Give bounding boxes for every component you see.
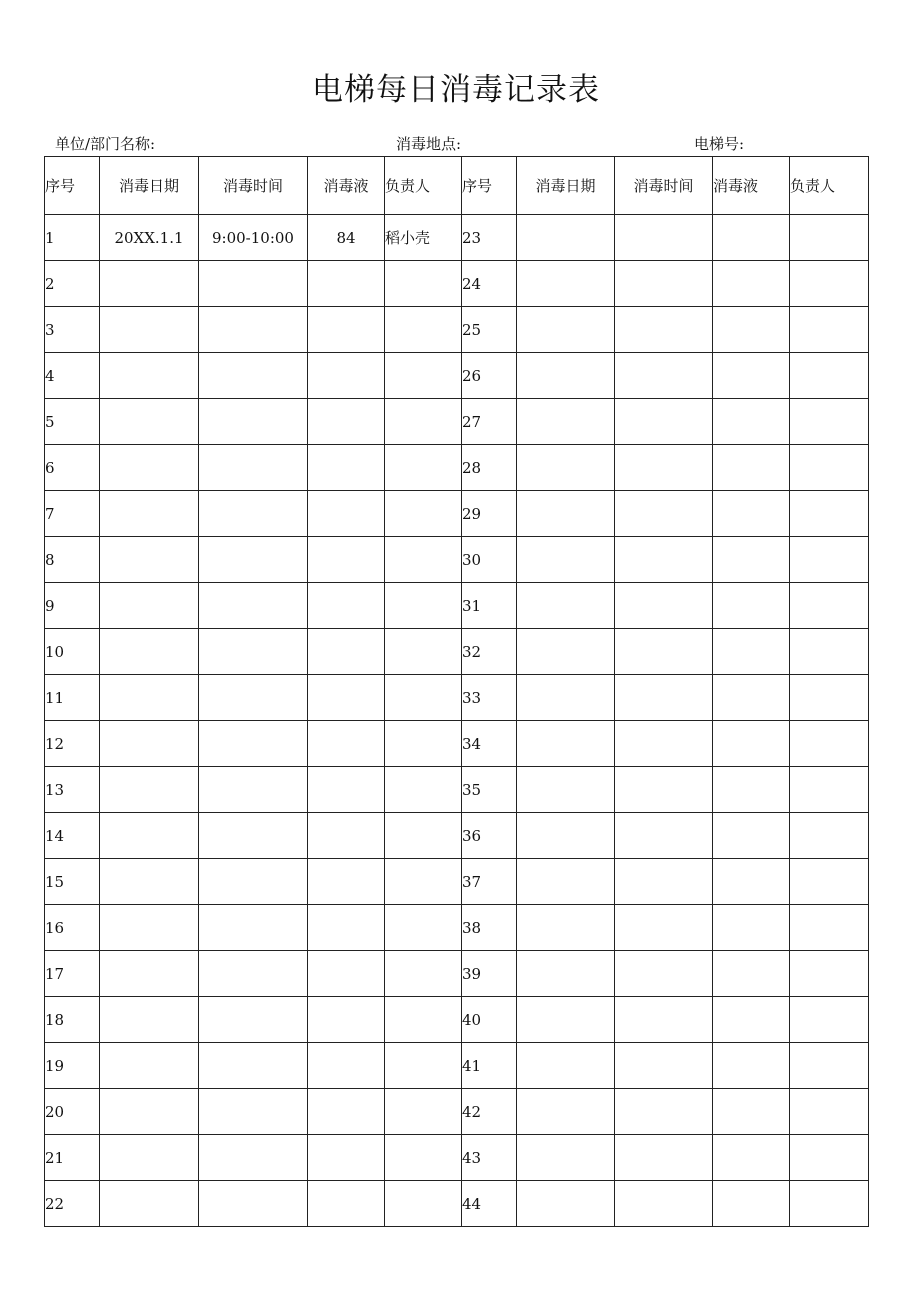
record-date-left xyxy=(100,1135,199,1181)
record-liquid-right xyxy=(713,767,790,813)
record-person-right xyxy=(790,1135,869,1181)
table-header-row xyxy=(45,157,869,215)
record-no-left: 19 xyxy=(45,1043,100,1089)
record-person-right xyxy=(790,721,869,767)
record-date-left xyxy=(100,1181,199,1227)
record-person-left xyxy=(385,905,462,951)
record-person-left xyxy=(385,399,462,445)
record-no-left: 18 xyxy=(45,997,100,1043)
record-liquid-right xyxy=(713,583,790,629)
header-date-right: 消毒日期 xyxy=(517,157,615,215)
record-person-left xyxy=(385,951,462,997)
record-date-left xyxy=(100,905,199,951)
record-person-right xyxy=(790,399,869,445)
record-liquid-right xyxy=(713,353,790,399)
record-person-right xyxy=(790,491,869,537)
record-date-right xyxy=(517,1043,615,1089)
record-liquid-left xyxy=(308,997,385,1043)
record-liquid-left xyxy=(308,261,385,307)
record-date-left xyxy=(100,1043,199,1089)
record-liquid-right xyxy=(713,905,790,951)
record-liquid-right xyxy=(713,1043,790,1089)
record-date-left xyxy=(100,399,199,445)
record-time-right xyxy=(615,1089,713,1135)
disinfection-record-table xyxy=(44,156,869,1227)
record-liquid-left xyxy=(308,951,385,997)
record-no-left: 15 xyxy=(45,859,100,905)
record-time-right xyxy=(615,445,713,491)
record-date-left xyxy=(100,997,199,1043)
record-date-left xyxy=(100,583,199,629)
record-time-right xyxy=(615,813,713,859)
record-date-right xyxy=(517,215,615,261)
record-time-left xyxy=(199,813,308,859)
record-time-left xyxy=(199,307,308,353)
record-no-right: 30 xyxy=(462,537,517,583)
record-liquid-left xyxy=(308,813,385,859)
record-date-right xyxy=(517,905,615,951)
record-person-right xyxy=(790,813,869,859)
record-person-right xyxy=(790,537,869,583)
record-person-left xyxy=(385,767,462,813)
record-no-right: 32 xyxy=(462,629,517,675)
record-person-right xyxy=(790,997,869,1043)
record-no-right: 29 xyxy=(462,491,517,537)
record-date-right xyxy=(517,951,615,997)
record-no-left: 17 xyxy=(45,951,100,997)
record-liquid-right xyxy=(713,859,790,905)
table-row xyxy=(45,675,869,721)
record-time-left xyxy=(199,1181,308,1227)
header-liquid-right: 消毒液 xyxy=(713,157,790,215)
record-time-right xyxy=(615,215,713,261)
record-time-left xyxy=(199,675,308,721)
table-row xyxy=(45,491,869,537)
record-no-right: 42 xyxy=(462,1089,517,1135)
record-date-right xyxy=(517,491,615,537)
record-person-right xyxy=(790,767,869,813)
record-no-left: 13 xyxy=(45,767,100,813)
record-liquid-right xyxy=(713,491,790,537)
table-row xyxy=(45,951,869,997)
record-liquid-right xyxy=(713,399,790,445)
record-date-right xyxy=(517,767,615,813)
table-row xyxy=(45,629,869,675)
record-no-left: 5 xyxy=(45,399,100,445)
record-no-right: 35 xyxy=(462,767,517,813)
record-person-left xyxy=(385,1089,462,1135)
record-liquid-left xyxy=(308,1181,385,1227)
record-date-right xyxy=(517,1181,615,1227)
record-no-right: 31 xyxy=(462,583,517,629)
record-time-left xyxy=(199,951,308,997)
table-row xyxy=(45,997,869,1043)
record-date-right xyxy=(517,583,615,629)
elevator-number-label: 电梯号: xyxy=(694,135,745,153)
record-no-left: 8 xyxy=(45,537,100,583)
record-liquid-left xyxy=(308,767,385,813)
table-row xyxy=(45,813,869,859)
header-person-left: 负责人 xyxy=(385,157,462,215)
record-liquid-right xyxy=(713,997,790,1043)
record-time-left xyxy=(199,905,308,951)
table-row xyxy=(45,1181,869,1227)
header-date-left: 消毒日期 xyxy=(100,157,199,215)
record-no-left: 22 xyxy=(45,1181,100,1227)
table-row xyxy=(45,307,869,353)
record-date-left xyxy=(100,491,199,537)
record-liquid-left xyxy=(308,353,385,399)
record-no-right: 33 xyxy=(462,675,517,721)
record-person-right xyxy=(790,905,869,951)
record-time-right xyxy=(615,399,713,445)
record-no-right: 25 xyxy=(462,307,517,353)
record-person-left xyxy=(385,537,462,583)
record-person-right xyxy=(790,307,869,353)
table-row xyxy=(45,537,869,583)
record-date-right xyxy=(517,353,615,399)
disinfection-place-label: 消毒地点: xyxy=(396,135,462,153)
record-no-right: 34 xyxy=(462,721,517,767)
record-date-left xyxy=(100,767,199,813)
record-date-right xyxy=(517,537,615,583)
page-title: 电梯每日消毒记录表 xyxy=(312,72,600,108)
record-liquid-right xyxy=(713,261,790,307)
record-time-left xyxy=(199,491,308,537)
record-time-left xyxy=(199,1089,308,1135)
table-row xyxy=(45,767,869,813)
record-person-left xyxy=(385,445,462,491)
record-time-left xyxy=(199,629,308,675)
record-no-right: 43 xyxy=(462,1135,517,1181)
record-liquid-right xyxy=(713,215,790,261)
record-liquid-right xyxy=(713,1089,790,1135)
record-time-left xyxy=(199,445,308,491)
table-row xyxy=(45,215,869,261)
table-row xyxy=(45,905,869,951)
record-date-left xyxy=(100,629,199,675)
record-time-right xyxy=(615,537,713,583)
record-date-left xyxy=(100,353,199,399)
record-person-left xyxy=(385,353,462,399)
record-person-right xyxy=(790,583,869,629)
table-row xyxy=(45,445,869,491)
header-person-right: 负责人 xyxy=(790,157,869,215)
record-date-right xyxy=(517,813,615,859)
record-date-left xyxy=(100,261,199,307)
record-liquid-right xyxy=(713,1135,790,1181)
record-person-left xyxy=(385,1135,462,1181)
record-time-left: 9:00-10:00 xyxy=(199,215,308,261)
record-no-left: 4 xyxy=(45,353,100,399)
record-person-left xyxy=(385,1181,462,1227)
record-no-left: 11 xyxy=(45,675,100,721)
record-liquid-right xyxy=(713,537,790,583)
record-time-left xyxy=(199,399,308,445)
table-row xyxy=(45,859,869,905)
record-liquid-left xyxy=(308,583,385,629)
record-date-right xyxy=(517,1135,615,1181)
header-time-left: 消毒时间 xyxy=(199,157,308,215)
header-time-right: 消毒时间 xyxy=(615,157,713,215)
record-no-right: 26 xyxy=(462,353,517,399)
record-person-left xyxy=(385,813,462,859)
record-person-right xyxy=(790,629,869,675)
record-time-right xyxy=(615,583,713,629)
record-person-right xyxy=(790,675,869,721)
record-date-left: 20XX.1.1 xyxy=(100,215,199,261)
record-time-right xyxy=(615,1043,713,1089)
record-person-left xyxy=(385,675,462,721)
record-time-right xyxy=(615,951,713,997)
record-time-right xyxy=(615,1135,713,1181)
record-date-left xyxy=(100,859,199,905)
record-no-left: 12 xyxy=(45,721,100,767)
record-person-right xyxy=(790,215,869,261)
record-person-left xyxy=(385,583,462,629)
record-liquid-left xyxy=(308,491,385,537)
record-time-right xyxy=(615,767,713,813)
record-no-left: 3 xyxy=(45,307,100,353)
table-row xyxy=(45,261,869,307)
record-date-right xyxy=(517,721,615,767)
record-date-right xyxy=(517,445,615,491)
record-liquid-left xyxy=(308,675,385,721)
record-no-left: 14 xyxy=(45,813,100,859)
record-date-right xyxy=(517,997,615,1043)
record-person-left xyxy=(385,261,462,307)
record-time-right xyxy=(615,721,713,767)
record-date-right xyxy=(517,675,615,721)
record-time-left xyxy=(199,583,308,629)
record-liquid-left xyxy=(308,859,385,905)
record-no-right: 36 xyxy=(462,813,517,859)
table-row xyxy=(45,353,869,399)
record-liquid-right xyxy=(713,721,790,767)
record-no-right: 40 xyxy=(462,997,517,1043)
record-date-right xyxy=(517,261,615,307)
record-person-left xyxy=(385,1043,462,1089)
record-liquid-left xyxy=(308,1089,385,1135)
record-time-right xyxy=(615,629,713,675)
record-liquid-left xyxy=(308,629,385,675)
record-date-right xyxy=(517,629,615,675)
record-liquid-left xyxy=(308,1043,385,1089)
record-no-left: 10 xyxy=(45,629,100,675)
record-no-right: 44 xyxy=(462,1181,517,1227)
record-liquid-right xyxy=(713,1181,790,1227)
record-date-left xyxy=(100,813,199,859)
record-no-left: 16 xyxy=(45,905,100,951)
record-no-left: 6 xyxy=(45,445,100,491)
header-liquid-left: 消毒液 xyxy=(308,157,385,215)
record-no-right: 24 xyxy=(462,261,517,307)
table-row xyxy=(45,721,869,767)
record-date-left xyxy=(100,1089,199,1135)
record-no-right: 38 xyxy=(462,905,517,951)
record-person-left xyxy=(385,629,462,675)
table-row xyxy=(45,1043,869,1089)
record-time-right xyxy=(615,997,713,1043)
record-person-left: 稻小壳 xyxy=(385,215,462,261)
record-no-left: 9 xyxy=(45,583,100,629)
record-date-left xyxy=(100,445,199,491)
record-liquid-left xyxy=(308,905,385,951)
table-row xyxy=(45,1089,869,1135)
record-person-left xyxy=(385,307,462,353)
record-no-left: 7 xyxy=(45,491,100,537)
record-person-left xyxy=(385,859,462,905)
record-liquid-left: 84 xyxy=(308,215,385,261)
record-time-right xyxy=(615,1181,713,1227)
record-liquid-left xyxy=(308,445,385,491)
record-liquid-right xyxy=(713,951,790,997)
record-no-left: 2 xyxy=(45,261,100,307)
record-liquid-left xyxy=(308,1135,385,1181)
record-liquid-right xyxy=(713,445,790,491)
record-time-right xyxy=(615,675,713,721)
record-person-right xyxy=(790,1181,869,1227)
record-no-right: 41 xyxy=(462,1043,517,1089)
record-time-left xyxy=(199,767,308,813)
record-date-right xyxy=(517,307,615,353)
table-row xyxy=(45,1135,869,1181)
record-date-left xyxy=(100,537,199,583)
record-time-right xyxy=(615,261,713,307)
record-time-right xyxy=(615,905,713,951)
record-no-right: 27 xyxy=(462,399,517,445)
record-time-right xyxy=(615,859,713,905)
record-date-right xyxy=(517,859,615,905)
record-date-left xyxy=(100,675,199,721)
record-no-right: 23 xyxy=(462,215,517,261)
record-time-left xyxy=(199,261,308,307)
record-no-left: 1 xyxy=(45,215,100,261)
record-time-right xyxy=(615,307,713,353)
record-time-left xyxy=(199,1135,308,1181)
record-time-left xyxy=(199,1043,308,1089)
record-no-left: 20 xyxy=(45,1089,100,1135)
record-date-left xyxy=(100,951,199,997)
record-person-right xyxy=(790,353,869,399)
record-no-left: 21 xyxy=(45,1135,100,1181)
record-time-left xyxy=(199,997,308,1043)
table-row xyxy=(45,399,869,445)
record-liquid-right xyxy=(713,675,790,721)
record-person-left xyxy=(385,721,462,767)
record-liquid-left xyxy=(308,399,385,445)
record-date-left xyxy=(100,307,199,353)
record-time-left xyxy=(199,353,308,399)
record-person-right xyxy=(790,1089,869,1135)
header-no-right: 序号 xyxy=(462,157,517,215)
record-time-right xyxy=(615,491,713,537)
record-no-right: 37 xyxy=(462,859,517,905)
record-liquid-left xyxy=(308,721,385,767)
record-liquid-left xyxy=(308,307,385,353)
record-person-left xyxy=(385,997,462,1043)
record-time-left xyxy=(199,721,308,767)
record-date-right xyxy=(517,399,615,445)
record-person-right xyxy=(790,261,869,307)
header-no-left: 序号 xyxy=(45,157,100,215)
record-person-right xyxy=(790,951,869,997)
record-person-left xyxy=(385,491,462,537)
record-date-left xyxy=(100,721,199,767)
record-liquid-right xyxy=(713,307,790,353)
record-time-left xyxy=(199,859,308,905)
record-time-left xyxy=(199,537,308,583)
record-date-right xyxy=(517,1089,615,1135)
record-no-right: 28 xyxy=(462,445,517,491)
record-person-right xyxy=(790,859,869,905)
record-person-right xyxy=(790,1043,869,1089)
record-person-right xyxy=(790,445,869,491)
record-liquid-right xyxy=(713,813,790,859)
record-liquid-right xyxy=(713,629,790,675)
record-time-right xyxy=(615,353,713,399)
record-liquid-left xyxy=(308,537,385,583)
record-no-right: 39 xyxy=(462,951,517,997)
unit-department-label: 单位/部门名称: xyxy=(55,135,156,153)
table-row xyxy=(45,583,869,629)
